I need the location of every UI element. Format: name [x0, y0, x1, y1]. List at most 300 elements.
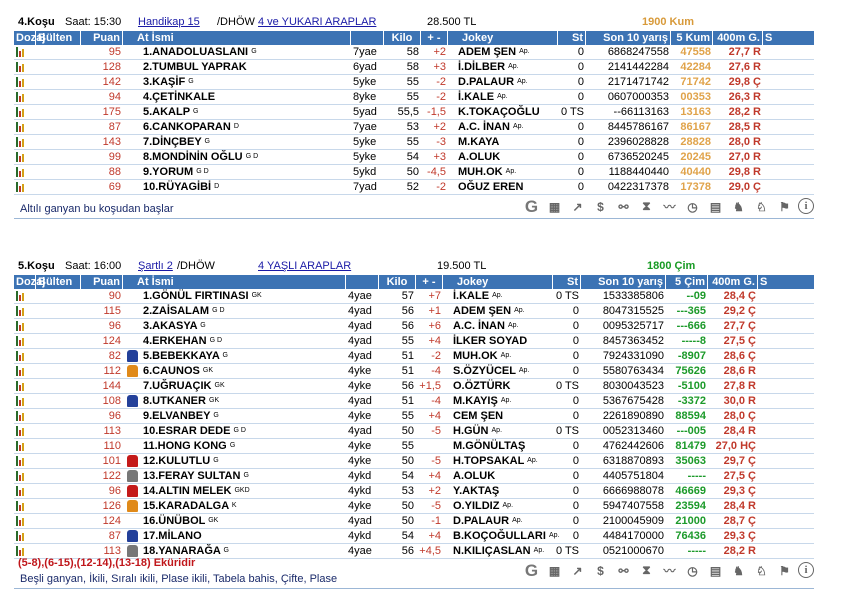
dollar-icon[interactable]: $ [597, 199, 604, 214]
horse-name[interactable] [141, 439, 346, 453]
kilo-cell: 52 [406, 181, 419, 193]
dozaj-cell[interactable] [14, 364, 36, 378]
jockey-name[interactable] [443, 514, 553, 528]
jockey-name-text[interactable]: D.PALAUR [453, 515, 510, 527]
jockey-name[interactable] [443, 499, 553, 513]
jersey-cell [123, 45, 141, 59]
jersey-icon [123, 349, 141, 363]
col-bulten[interactable]: Bülten [36, 31, 81, 45]
jockey-name-text[interactable]: H.GÜN [453, 425, 489, 437]
horse-name[interactable] [141, 45, 351, 59]
stats-bars-icon[interactable] [16, 396, 26, 406]
dozaj-cell[interactable] [14, 484, 36, 498]
table-row [14, 105, 814, 120]
chart-arrow-icon[interactable]: ↗ [572, 199, 583, 214]
grid-calculator-icon[interactable]: ▤ [709, 563, 722, 578]
horse-equipment: G [192, 108, 199, 115]
stats-bars-icon[interactable] [16, 471, 26, 481]
jockey-name-text[interactable]: İ.DİLBER [458, 61, 506, 73]
fark-cell: +3 [433, 61, 446, 73]
dozaj-cell[interactable] [14, 409, 36, 423]
jockey-name[interactable] [443, 304, 553, 318]
jockey-name-text[interactable]: ADEM ŞEN [458, 46, 517, 58]
kilo-cell: 50 [401, 455, 414, 467]
jockey-name-text[interactable]: Y.AKTAŞ [453, 485, 500, 497]
time-cell: 28,0 Ç [723, 410, 756, 422]
info-icon[interactable]: i [798, 198, 814, 214]
horse-name[interactable] [141, 364, 346, 378]
stats-bars-icon[interactable] [16, 182, 26, 192]
horse-name[interactable] [141, 165, 351, 179]
jockey-name-text[interactable]: MUH.OK [458, 166, 503, 178]
jockey-name-text[interactable]: A.OLUK [453, 470, 496, 482]
jockey-name-text[interactable]: MUH.OK [453, 350, 498, 362]
form-cell: ----- [687, 545, 706, 557]
horse-name[interactable] [141, 499, 346, 513]
jockey-name[interactable] [448, 105, 558, 119]
bulten-cell [36, 90, 81, 104]
stats-bars-icon[interactable] [16, 137, 26, 147]
jockey-name[interactable] [448, 180, 558, 194]
jockey-name[interactable] [448, 60, 558, 74]
st-cell: 0 [572, 335, 579, 347]
jersey-icon [123, 469, 141, 483]
table-row [14, 180, 814, 195]
stats-bars-icon[interactable] [16, 92, 26, 102]
horse-name-text[interactable]: 9.YORUM [143, 166, 194, 178]
dozaj-cell[interactable] [14, 454, 36, 468]
horse-name-text[interactable]: 2.ZAİSALAM [143, 305, 209, 317]
info-icon[interactable]: i [798, 562, 814, 578]
horse-name-text[interactable]: 10.RÜYAGİBİ [143, 181, 212, 193]
jockey-name[interactable] [448, 45, 558, 59]
jockey-name[interactable] [443, 454, 553, 468]
jockey-name-text[interactable]: OĞUZ EREN [458, 181, 524, 193]
race-type-link[interactable]: Şartlı 2 [138, 260, 173, 272]
horse-name[interactable] [141, 75, 351, 89]
col-kilo[interactable]: Kilo [379, 275, 416, 289]
jockey-name-text[interactable]: CEM ŞEN [453, 410, 504, 422]
jockey-name-text[interactable]: İ.KALE [458, 91, 495, 103]
jockey-name-text[interactable]: H.TOPSAKAL [453, 455, 525, 467]
horse-name-text[interactable]: 15.KARADALGA [143, 500, 229, 512]
jockey-name[interactable] [443, 289, 553, 303]
son10-cell: 5580763434 [602, 365, 664, 377]
st-cell: 0 [577, 91, 584, 103]
stats-bars-icon[interactable] [16, 546, 26, 556]
race-condition-link[interactable]: 4 YAŞLI ARAPLAR [258, 260, 352, 272]
stats-bars-icon[interactable] [16, 426, 26, 436]
horse-equipment: GK [208, 517, 219, 524]
col-s[interactable]: S [760, 276, 768, 288]
jockey-name[interactable] [448, 90, 558, 104]
stats-bars-icon[interactable] [16, 107, 26, 117]
dozaj-cell[interactable] [14, 304, 36, 318]
dozaj-cell[interactable] [14, 319, 36, 333]
bulten-cell [36, 180, 81, 194]
jockey-name-text[interactable]: ADEM ŞEN [453, 305, 512, 317]
jersey-icon [123, 424, 141, 438]
fark-cell: -5 [431, 500, 441, 512]
col-dozaj[interactable]: Dozaj [16, 32, 46, 44]
horse-name[interactable] [141, 150, 351, 164]
jockey-name[interactable] [443, 334, 553, 348]
dozaj-cell[interactable] [14, 529, 36, 543]
dozaj-cell[interactable] [14, 379, 36, 393]
hourglass-icon[interactable]: ⧗ [642, 199, 651, 213]
jersey-icon [123, 544, 141, 558]
race-condition-link[interactable]: 4 ve YUKARI ARAPLAR [258, 16, 377, 28]
stats-bars-icon[interactable] [16, 501, 26, 511]
dozaj-cell[interactable] [14, 514, 36, 528]
horse-name-text[interactable]: 5.BEBEKKAYA [143, 350, 220, 362]
jockey-name-text[interactable]: A.C. İNAN [453, 320, 505, 332]
horse-name-text[interactable]: 5.AKALP [143, 106, 190, 118]
horse-name[interactable] [141, 180, 351, 194]
stats-bars-icon[interactable] [16, 516, 26, 526]
st-cell: 0 [572, 410, 579, 422]
horse-name-text[interactable]: 4.ERKEHAN [143, 335, 207, 347]
jockey-name-text[interactable]: N.KILIÇASLAN [453, 545, 531, 557]
stats-bars-icon[interactable] [16, 47, 26, 57]
col-st[interactable]: St [553, 275, 581, 289]
calculator-icon[interactable]: ▦ [548, 563, 561, 578]
jockey-name[interactable] [443, 529, 560, 543]
fark-cell: -5 [431, 455, 441, 467]
st-cell: 0 TS [555, 545, 579, 557]
col-puan[interactable]: Puan [81, 275, 123, 289]
jockey-name[interactable] [448, 150, 558, 164]
time-cell: 27,6 R [728, 61, 761, 73]
horse-equipment: G [200, 322, 206, 329]
jockey-name[interactable] [448, 75, 558, 89]
horse-name[interactable] [141, 334, 346, 348]
stats-bars-icon[interactable] [16, 531, 26, 541]
flag-icon[interactable]: ⚑ [779, 199, 790, 214]
jockey-name-text[interactable]: A.OLUK [458, 151, 501, 163]
horse-name[interactable] [141, 135, 351, 149]
horses-icon[interactable]: ♞ [733, 199, 744, 214]
horse-name-text[interactable]: 12.KULUTLU [143, 455, 211, 467]
dozaj-cell[interactable] [14, 394, 36, 408]
horse-name[interactable] [141, 120, 351, 134]
jockey-name[interactable] [448, 135, 558, 149]
flag-icon[interactable]: ⚑ [779, 563, 790, 578]
horse-name[interactable] [141, 529, 346, 543]
jockey-name-text[interactable]: B.KOÇOĞULLARI [453, 530, 546, 542]
col-fark[interactable]: + - [416, 275, 443, 289]
table-row [14, 529, 814, 544]
stopwatch-icon[interactable]: ◷ [687, 563, 698, 578]
form-cell: 47558 [680, 46, 711, 58]
horse-name-text[interactable]: 9.ELVANBEY [143, 410, 211, 422]
horse-name-text[interactable]: 18.YANARAĞA [143, 545, 221, 557]
horse-name[interactable] [141, 454, 346, 468]
stats-bars-icon[interactable] [16, 306, 26, 316]
jockey-name[interactable] [443, 469, 553, 483]
g-icon[interactable]: G [524, 560, 539, 580]
dozaj-cell[interactable] [14, 120, 36, 134]
col-son10[interactable]: Son 10 yarış [581, 275, 666, 289]
jockey-name[interactable] [443, 409, 553, 423]
stats-bars-icon[interactable] [16, 411, 26, 421]
st-cell: 0 [572, 440, 579, 452]
handshake-icon[interactable]: ⚯ [618, 563, 629, 578]
table-row [14, 75, 814, 90]
horse-name-text[interactable]: 8.UTKANER [143, 395, 206, 407]
son10-cell: 4484170000 [602, 530, 664, 542]
dozaj-cell[interactable] [14, 135, 36, 149]
fark-cell: -4 [431, 365, 441, 377]
jockey-name-text[interactable]: M.KAYA [458, 136, 500, 148]
line-chart-icon[interactable]: 〰 [663, 200, 676, 214]
dozaj-cell[interactable] [14, 469, 36, 483]
dozaj-cell[interactable] [14, 334, 36, 348]
form-cell: ---005 [676, 425, 706, 437]
horse-equipment: G [213, 457, 219, 464]
jockey-name-text[interactable]: M.KAYIŞ [453, 395, 498, 407]
jockey-name-text[interactable]: S.ÖZYÜCEL [453, 365, 516, 377]
horse-name[interactable] [141, 514, 346, 528]
dozaj-cell[interactable] [14, 180, 36, 194]
horse-name-text[interactable]: 13.FERAY SULTAN [143, 470, 241, 482]
col-dozaj[interactable]: Dozaj [16, 276, 46, 288]
horse-name[interactable] [141, 349, 346, 363]
horse-name-text[interactable]: 3.KAŞİF [143, 76, 186, 88]
horse-name-text[interactable]: 7.DİNÇBEY [143, 136, 202, 148]
stopwatch-icon[interactable]: ◷ [687, 199, 698, 214]
jockey-name[interactable] [443, 424, 553, 438]
kilo-cell: 50 [401, 515, 414, 527]
st-cell: 0 [572, 365, 579, 377]
horse-name-text[interactable]: 8.MONDİNİN OĞLU [143, 151, 243, 163]
jockey-name-text[interactable]: M.GÖNÜLTAŞ [453, 440, 526, 452]
handshake-icon[interactable]: ⚯ [618, 199, 629, 214]
col-5cim[interactable]: 5 Çim [666, 275, 708, 289]
hourglass-icon[interactable]: ⧗ [642, 563, 651, 577]
stats-bars-icon[interactable] [16, 291, 26, 301]
jersey-icon [123, 439, 141, 453]
stats-bars-icon[interactable] [16, 62, 26, 72]
jockey-name[interactable] [443, 484, 553, 498]
col-st[interactable]: St [558, 31, 586, 45]
horse-name[interactable] [141, 469, 346, 483]
jersey-icon [123, 484, 141, 498]
kilo-cell: 53 [406, 121, 419, 133]
jockey-name-text[interactable]: K.TOKAÇOĞLU [458, 106, 540, 118]
col-jokey[interactable]: Jokey [443, 275, 553, 289]
col-bulten[interactable]: Bülten [36, 275, 81, 289]
col-jokey[interactable]: Jokey [448, 31, 558, 45]
table-row [14, 304, 814, 319]
jockey-apprentice: Ap. [518, 367, 530, 374]
horse-name[interactable] [141, 544, 346, 558]
stats-bars-icon[interactable] [16, 152, 26, 162]
horse-name[interactable] [141, 289, 346, 303]
jockey-name[interactable] [448, 165, 558, 179]
horse-name-text[interactable]: 3.AKASYA [143, 320, 198, 332]
dozaj-cell[interactable] [14, 150, 36, 164]
horse-name[interactable] [141, 319, 346, 333]
horse-equipment: G [229, 442, 236, 449]
horse-icon[interactable]: ♘ [756, 563, 767, 578]
horse-name-text[interactable]: 17.MİLANO [143, 530, 202, 542]
st-cell: 0 [577, 121, 584, 133]
grid-calculator-icon[interactable]: ▤ [709, 199, 722, 214]
horse-name-text[interactable]: 6.CANKOPARAN [143, 121, 231, 133]
dozaj-cell[interactable] [14, 90, 36, 104]
time-cell: 28,4 R [723, 500, 756, 512]
jockey-name[interactable] [443, 544, 553, 558]
horse-name[interactable] [141, 409, 346, 423]
stats-bars-icon[interactable] [16, 122, 26, 132]
bulten-cell [36, 454, 81, 468]
horse-name[interactable] [141, 105, 351, 119]
fark-cell: -3 [436, 136, 446, 148]
st-cell: 0 [572, 395, 579, 407]
form-cell: 88594 [675, 410, 706, 422]
stats-bars-icon[interactable] [16, 321, 26, 331]
kilo-cell: 54 [401, 530, 414, 542]
jersey-icon [123, 394, 141, 408]
chart-arrow-icon[interactable]: ↗ [572, 563, 583, 578]
horse-name[interactable] [141, 90, 351, 104]
race-type-link[interactable]: Handikap 15 [138, 16, 200, 28]
col-at-ismi[interactable]: At İsmi [123, 31, 351, 45]
jersey-cell [123, 180, 141, 194]
jockey-name[interactable] [443, 349, 553, 363]
horse-icon[interactable]: ♘ [756, 199, 767, 214]
form-cell: 86167 [680, 121, 711, 133]
race-note: Beşli ganyan, İkili, Sıralı ikili, Plase ikili, Tabela bahis, Çifte, Plase [20, 573, 338, 585]
puan-cell: 99 [108, 151, 121, 163]
jockey-name-text[interactable]: O.YILDIZ [453, 500, 500, 512]
col-400m[interactable]: 400m G. [713, 31, 763, 45]
stats-bars-icon[interactable] [16, 167, 26, 177]
kilo-cell: 50 [406, 166, 419, 178]
form-cell: 35063 [675, 455, 706, 467]
jockey-name-text[interactable]: O.ÖZTÜRK [453, 380, 511, 392]
dozaj-cell[interactable] [14, 544, 36, 558]
fark-cell: +7 [428, 290, 441, 302]
table-row [14, 514, 814, 529]
dozaj-cell[interactable] [14, 289, 36, 303]
horses-icon[interactable]: ♞ [733, 563, 744, 578]
dozaj-cell[interactable] [14, 165, 36, 179]
jockey-name[interactable] [448, 120, 558, 134]
jockey-name[interactable] [443, 379, 553, 393]
fark-cell: +4 [428, 410, 441, 422]
dozaj-cell[interactable] [14, 75, 36, 89]
horse-name-text[interactable]: 10.ESRAR DEDE [143, 425, 231, 437]
stats-bars-icon[interactable] [16, 336, 26, 346]
col-400m[interactable]: 400m G. [708, 275, 758, 289]
jockey-name[interactable] [443, 439, 553, 453]
dozaj-cell[interactable] [14, 45, 36, 59]
jockey-name[interactable] [443, 394, 553, 408]
col-kilo[interactable]: Kilo [384, 31, 421, 45]
horse-equipment: D [214, 183, 220, 190]
jockey-name-text[interactable]: D.PALAUR [458, 76, 515, 88]
dozaj-cell[interactable] [14, 424, 36, 438]
bulten-cell [36, 544, 81, 558]
horse-name-text[interactable]: 1.GÖNÜL FIRTINASI [143, 290, 249, 302]
stats-bars-icon[interactable] [16, 77, 26, 87]
stats-bars-icon[interactable] [16, 486, 26, 496]
dollar-icon[interactable]: $ [597, 563, 604, 578]
line-chart-icon[interactable]: 〰 [663, 564, 676, 578]
col-son10[interactable]: Son 10 yarış [586, 31, 671, 45]
stats-bars-icon[interactable] [16, 456, 26, 466]
jockey-name-text[interactable]: İLKER SOYAD [453, 335, 528, 347]
dozaj-cell[interactable] [14, 499, 36, 513]
col-s[interactable]: S [765, 32, 773, 44]
dozaj-cell[interactable] [14, 105, 36, 119]
col-at-ismi[interactable]: At İsmi [123, 275, 346, 289]
horse-name-text[interactable]: 2.TUMBUL YAPRAK [143, 61, 247, 73]
table-row [14, 394, 814, 409]
race-note: Altılı ganyan bu koşudan başlar [20, 203, 174, 215]
age-cell: 7yae [353, 121, 377, 133]
time-cell: 26,3 R [728, 91, 761, 103]
table-row [14, 364, 814, 379]
horse-name[interactable] [141, 484, 346, 498]
horse-name[interactable] [141, 424, 346, 438]
col-5kum[interactable]: 5 Kum [671, 31, 713, 45]
st-cell: 0 [572, 515, 579, 527]
horse-name-text[interactable]: 7.UĞRUAÇIK [143, 380, 212, 392]
horse-name[interactable] [141, 394, 346, 408]
col-fark[interactable]: + - [421, 31, 448, 45]
dozaj-cell[interactable] [14, 60, 36, 74]
son10-cell: 6666988078 [602, 485, 664, 497]
stats-bars-icon[interactable] [16, 351, 26, 361]
table-row [14, 120, 814, 135]
time-cell: 28,6 R [723, 365, 756, 377]
kilo-cell: 58 [406, 46, 419, 58]
race-prize: 19.500 TL [437, 260, 487, 272]
stats-bars-icon[interactable] [16, 366, 26, 376]
puan-cell: 124 [102, 335, 121, 347]
dozaj-cell[interactable] [14, 439, 36, 453]
horse-name-text[interactable]: 11.HONG KONG [143, 440, 227, 452]
horse-name-text[interactable]: 16.ÜNÜBOL [143, 515, 206, 527]
time-cell: 27,5 Ç [723, 335, 756, 347]
horse-name[interactable] [141, 60, 351, 74]
jersey-icon [123, 454, 141, 468]
stats-bars-icon[interactable] [16, 381, 26, 391]
horse-name-text[interactable]: 4.ÇETİNKALE [143, 91, 216, 103]
jockey-name[interactable] [443, 319, 553, 333]
dozaj-cell[interactable] [14, 349, 36, 363]
stats-bars-icon[interactable] [16, 441, 26, 451]
g-icon[interactable]: G [524, 196, 539, 216]
calculator-icon[interactable]: ▦ [548, 199, 561, 214]
horse-name[interactable] [141, 379, 346, 393]
jockey-apprentice: Ap. [508, 322, 519, 329]
horse-name[interactable] [141, 304, 346, 318]
st-cell: 0 [572, 530, 579, 542]
form-cell: 20245 [680, 151, 711, 163]
horse-name-text[interactable]: 6.CAUNOS [143, 365, 200, 377]
horse-name-text[interactable]: 14.ALTIN MELEK [143, 485, 232, 497]
age-cell: 4yae [348, 545, 372, 557]
jockey-name[interactable] [443, 364, 553, 378]
jockey-name-text[interactable]: İ.KALE [453, 290, 490, 302]
col-puan[interactable]: Puan [81, 31, 123, 45]
horse-name-text[interactable]: 1.ANADOLUASLANI [143, 46, 249, 58]
jockey-name-text[interactable]: A.C. İNAN [458, 121, 510, 133]
